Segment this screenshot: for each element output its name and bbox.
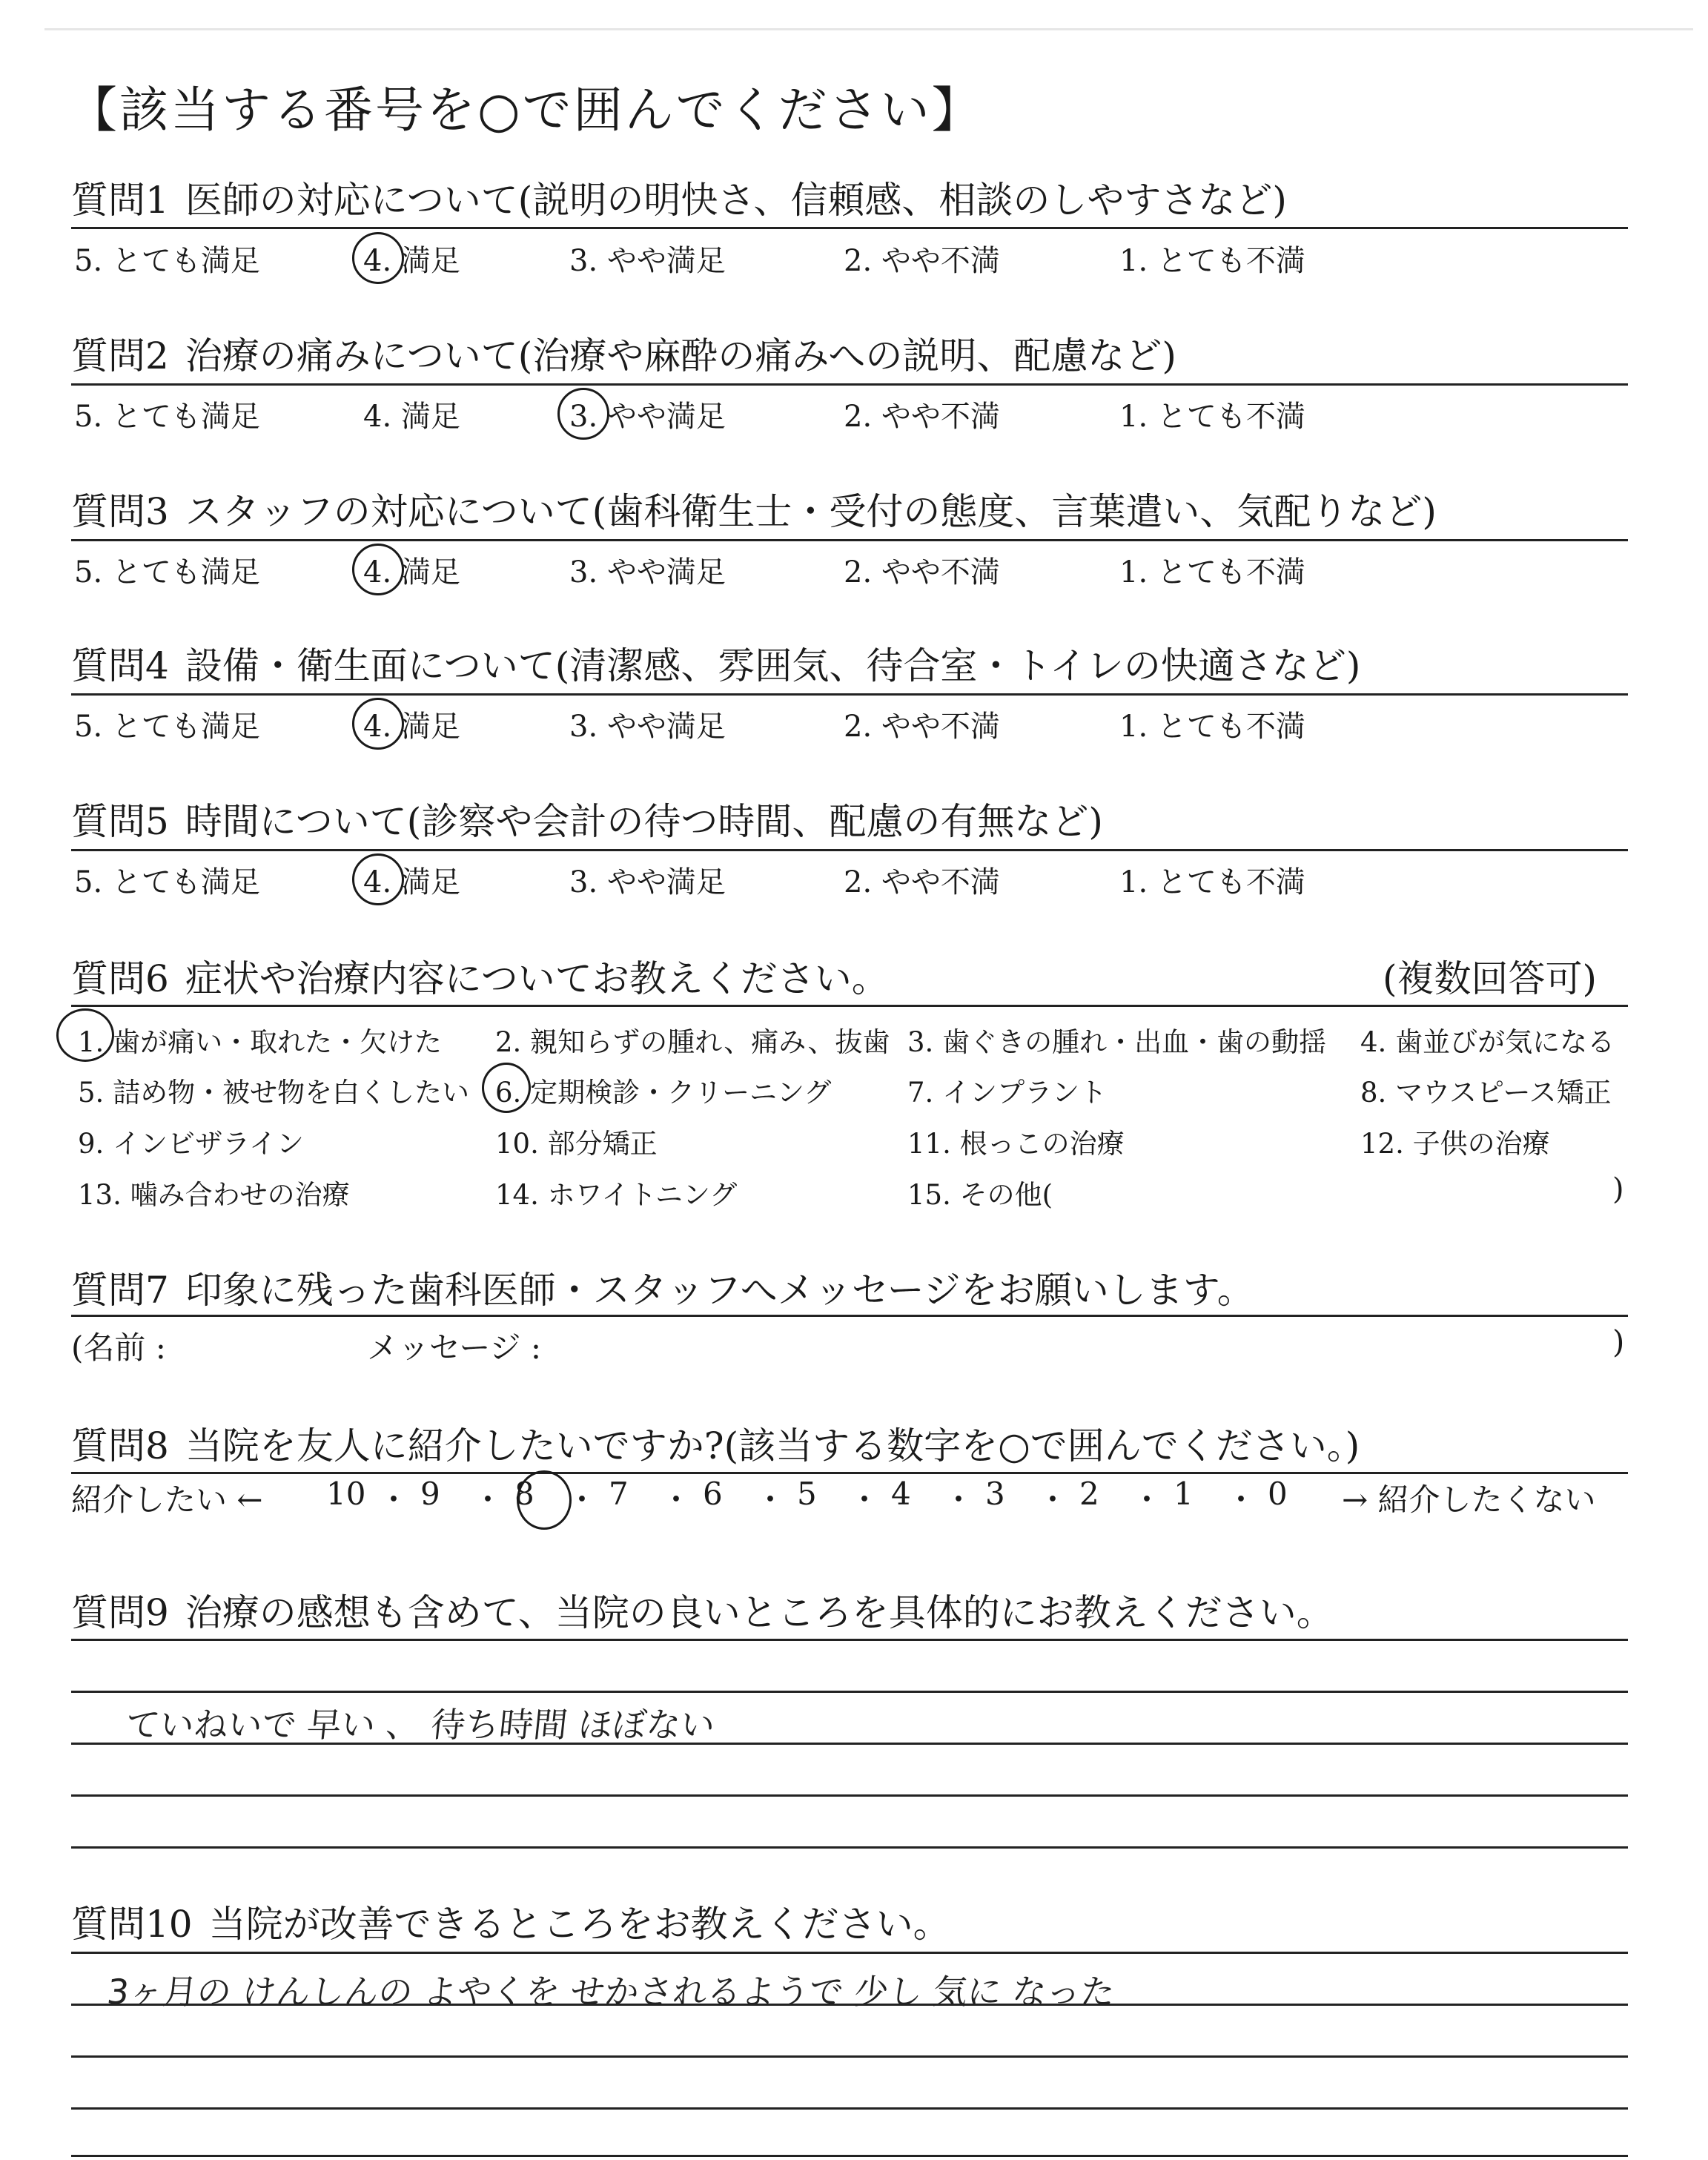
rating-option[interactable]: 4. 満足: [363, 244, 460, 278]
scale-separator: ・: [1225, 1482, 1257, 1518]
scale-left-label: 紹介したい ←: [71, 1482, 263, 1518]
symptom-option[interactable]: 8. マウスピース矯正: [1360, 1077, 1612, 1109]
symptom-option[interactable]: 13. 噛み合わせの治療: [78, 1179, 350, 1211]
rating-option[interactable]: 4. 満足: [363, 400, 460, 434]
page-title: 【該当する番号を○で囲んでください】: [68, 82, 983, 139]
rating-option[interactable]: 1. とても不満: [1119, 710, 1305, 744]
scale-separator: ・: [755, 1482, 787, 1518]
q10-rule: [71, 1952, 1628, 1954]
selected-circle: [352, 853, 404, 905]
q4-title: 質問4 設備・衛生面について(清潔感、雰囲気、待合室・トイレの快適さなど): [71, 644, 1361, 687]
q4-rule: [71, 693, 1628, 696]
selected-circle: [352, 698, 404, 750]
page-top-edge: [44, 28, 1693, 30]
scale-number[interactable]: 1: [1174, 1476, 1194, 1512]
q3-title: 質問3 スタッフの対応について(歯科衛生士・受付の態度、言葉遣い、気配りなど): [71, 490, 1437, 533]
rating-option[interactable]: 2. やや不満: [844, 865, 1000, 899]
rating-option[interactable]: 4. 満足: [363, 710, 460, 744]
message-close-paren: ): [1612, 1324, 1625, 1360]
scale-right-label: → 紹介したくない: [1342, 1482, 1596, 1518]
rating-option[interactable]: 1. とても不満: [1119, 865, 1305, 899]
q9-title: 質問9 治療の感想も含めて、当院の良いところを具体的にお教えください。: [71, 1591, 1334, 1634]
scale-number[interactable]: 4: [891, 1476, 911, 1512]
rating-option[interactable]: 3. やや満足: [569, 555, 726, 589]
rating-option[interactable]: 4. 満足: [363, 555, 460, 589]
scale-separator: ・: [378, 1482, 410, 1518]
q9-rule: [71, 1639, 1628, 1641]
q1-rule: [71, 227, 1628, 229]
symptom-option[interactable]: 7. インプラント: [907, 1077, 1108, 1109]
scale-separator: ・: [943, 1482, 975, 1518]
rating-option[interactable]: 5. とても満足: [74, 555, 260, 589]
scale-number[interactable]: 3: [985, 1476, 1005, 1512]
rating-option[interactable]: 5. とても満足: [74, 244, 260, 278]
rating-option[interactable]: 1. とても不満: [1119, 400, 1305, 434]
symptom-option[interactable]: 4. 歯並びが気になる: [1360, 1026, 1615, 1058]
scale-number[interactable]: 8: [514, 1476, 534, 1512]
q9-answer: ていねいで 早い 、 待ち時間 ほぼない: [123, 1705, 718, 1745]
selected-circle: [56, 1008, 114, 1062]
q10-title: 質問10 当院が改善できるところをお教えください。: [71, 1903, 950, 1946]
q6-title: 質問6 症状や治療内容についてお教えください。: [71, 957, 889, 1000]
name-label: (名前 :: [71, 1330, 166, 1366]
q8-rule: [71, 1472, 1628, 1474]
rating-option[interactable]: 4. 満足: [363, 865, 460, 899]
message-label: メッセージ :: [367, 1330, 541, 1366]
q9-answer-line: [71, 1691, 1628, 1693]
rating-option[interactable]: 1. とても不満: [1119, 244, 1305, 278]
symptom-option[interactable]: 10. 部分矯正: [495, 1128, 658, 1160]
symptom-option[interactable]: 6. 定期検診・クリーニング: [495, 1077, 832, 1109]
scale-number[interactable]: 0: [1268, 1476, 1288, 1512]
q1-title: 質問1 医師の対応について(説明の明快さ、信頼感、相談のしやすさなど): [71, 179, 1287, 222]
scale-number[interactable]: 7: [609, 1476, 629, 1512]
symptom-option[interactable]: 2. 親知らずの腫れ、痛み、抜歯: [495, 1026, 890, 1058]
scale-number[interactable]: 10: [326, 1476, 366, 1512]
q9-answer-line: [71, 1846, 1628, 1849]
symptom-option[interactable]: 11. 根っこの治療: [907, 1128, 1125, 1160]
q6-rule: [71, 1005, 1628, 1007]
rating-option[interactable]: 5. とても満足: [74, 865, 260, 899]
rating-option[interactable]: 2. やや不満: [844, 555, 1000, 589]
q5-title: 質問5 時間について(診察や会計の待つ時間、配慮の有無など): [71, 800, 1103, 843]
q3-rule: [71, 539, 1628, 541]
rating-option[interactable]: 3. やや満足: [569, 244, 726, 278]
scale-separator: ・: [661, 1482, 692, 1518]
q7-rule: [71, 1315, 1628, 1317]
selected-circle: [482, 1063, 531, 1113]
scale-number[interactable]: 6: [703, 1476, 723, 1512]
rating-option[interactable]: 2. やや不満: [844, 244, 1000, 278]
q10-answer-line: [71, 2055, 1628, 2058]
symptom-option[interactable]: 9. インビザライン: [78, 1128, 304, 1160]
symptom-option[interactable]: 5. 詰め物・被せ物を白くしたい: [78, 1077, 470, 1109]
q6-multiple-note: (複数回答可): [1382, 957, 1597, 1000]
scale-separator: ・: [472, 1482, 504, 1518]
q7-title: 質問7 印象に残った歯科医師・スタッフへメッセージをお願いします。: [71, 1269, 1254, 1312]
q10-answer-line: [71, 2107, 1628, 2110]
rating-option[interactable]: 3. やや満足: [569, 400, 726, 434]
symptom-option[interactable]: 3. 歯ぐきの腫れ・出血・歯の動揺: [907, 1026, 1327, 1058]
selected-circle: [557, 388, 609, 440]
q8-title: 質問8 当院を友人に紹介したいですか?(該当する数字を○で囲んでください。): [71, 1424, 1360, 1467]
scale-separator: ・: [849, 1482, 881, 1518]
rating-option[interactable]: 3. やや満足: [569, 865, 726, 899]
rating-option[interactable]: 2. やや不満: [844, 400, 1000, 434]
symptom-option[interactable]: 1. 歯が痛い・取れた・欠けた: [78, 1026, 443, 1058]
q10-answer: 3ヶ月の けんしんの よやくを せかされるようで 少し 気に なった: [105, 1972, 1117, 2012]
scale-separator: ・: [1037, 1482, 1069, 1518]
rating-option[interactable]: 5. とても満足: [74, 400, 260, 434]
scale-number[interactable]: 5: [797, 1476, 817, 1512]
other-close-paren: ): [1612, 1172, 1624, 1206]
rating-option[interactable]: 5. とても満足: [74, 710, 260, 744]
scale-separator: ・: [566, 1482, 598, 1518]
symptom-option[interactable]: 12. 子供の治療: [1360, 1128, 1550, 1160]
symptom-option[interactable]: 14. ホワイトニング: [495, 1179, 738, 1211]
rating-option[interactable]: 3. やや満足: [569, 710, 726, 744]
selected-circle: [352, 544, 404, 595]
selected-circle: [517, 1470, 572, 1530]
q9-answer-line: [71, 1794, 1628, 1797]
q2-rule: [71, 383, 1628, 386]
symptom-option[interactable]: 15. その他(: [907, 1179, 1053, 1211]
scale-number[interactable]: 2: [1079, 1476, 1099, 1512]
selected-circle: [352, 232, 404, 284]
q2-title: 質問2 治療の痛みについて(治療や麻酔の痛みへの説明、配慮など): [71, 334, 1176, 377]
scale-number[interactable]: 9: [420, 1476, 440, 1512]
q5-rule: [71, 849, 1628, 851]
scale-separator: ・: [1131, 1482, 1163, 1518]
rating-option[interactable]: 1. とても不満: [1119, 555, 1305, 589]
q10-answer-line: [71, 2155, 1628, 2157]
rating-option[interactable]: 2. やや不満: [844, 710, 1000, 744]
